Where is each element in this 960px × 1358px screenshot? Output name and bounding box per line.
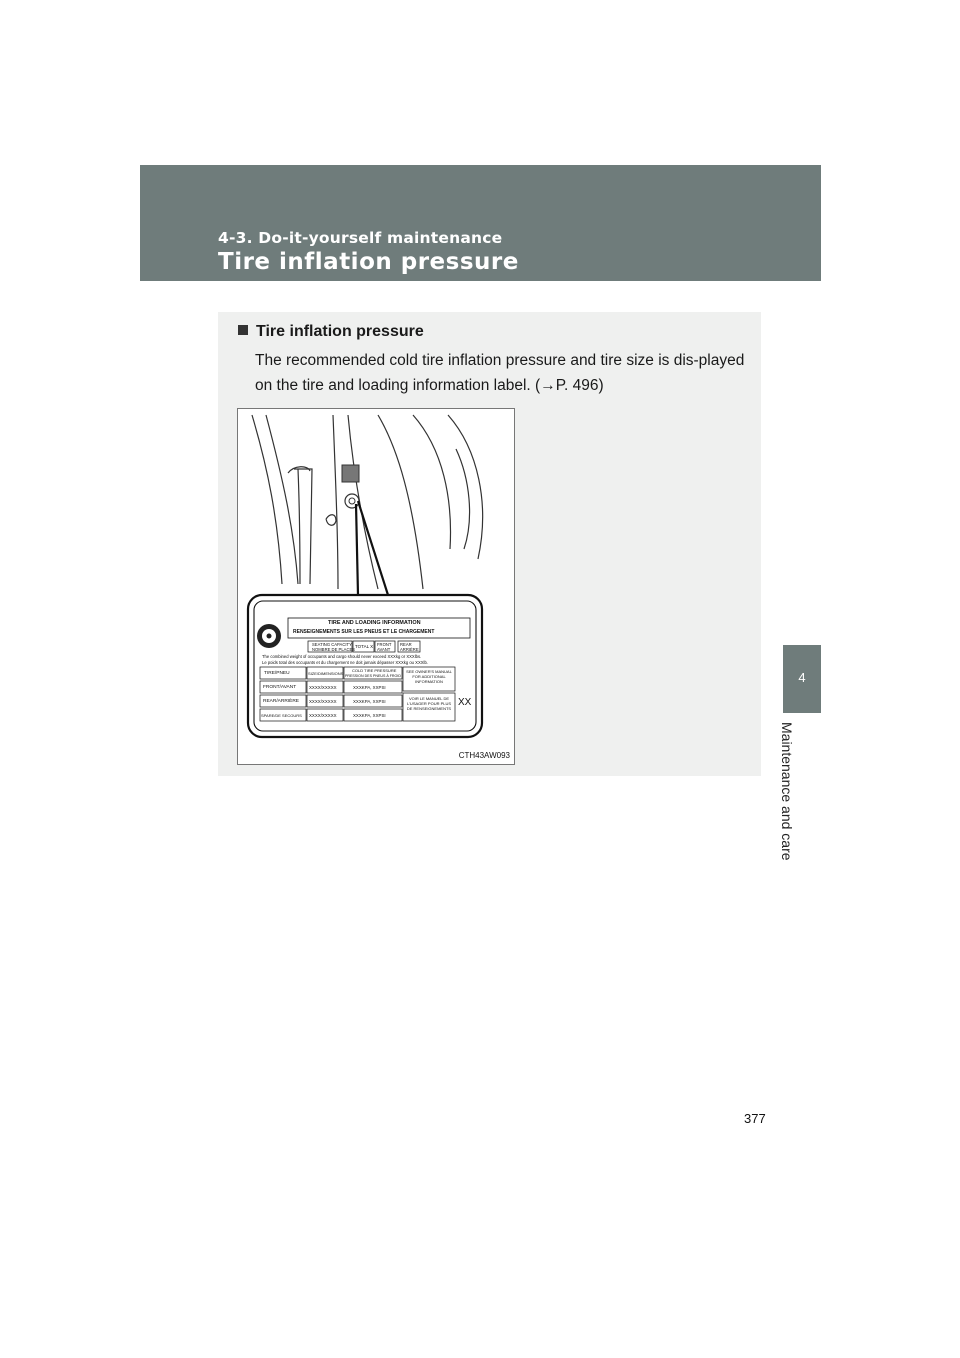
col-cold-1: COLD TIRE PRESSURE bbox=[352, 668, 397, 673]
label-code: XX bbox=[458, 697, 472, 708]
row-rear-size: XXXX/XXXXX bbox=[309, 699, 337, 704]
row-spare: SPARE/DE SECOURS bbox=[261, 713, 302, 718]
label-seating-en: SEATING CAPACITY bbox=[312, 642, 352, 647]
door-pillar-drawing bbox=[238, 409, 514, 764]
label-weight-fr: Le poids total des occupants et du chargement ne doit jamais dépasser XXXkg ou XXXlb. bbox=[262, 660, 428, 665]
row-front-size: XXXX/XXXXX bbox=[309, 685, 337, 690]
row-front: FRONT/AVANT bbox=[263, 685, 297, 690]
row-rear-pressure: XXXKPA, XXPSI bbox=[353, 699, 386, 704]
label-front: FRONT bbox=[377, 642, 392, 647]
door-label-illustration bbox=[237, 408, 515, 765]
label-voir: VOIR LE MANUEL DE L'USAGER POUR PLUS DE RENSEIGNEMENTS bbox=[406, 696, 452, 711]
square-bullet-icon bbox=[238, 325, 248, 335]
col-cold-2: PRESSION DES PNEUS À FROID bbox=[345, 674, 401, 678]
col-see-manual: SEE OWNER'S MANUAL FOR ADDITIONAL INFORMATION bbox=[406, 669, 452, 684]
label-rear-fr: ARRIÈRE bbox=[400, 647, 419, 652]
label-title-en: TIRE AND LOADING INFORMATION bbox=[328, 620, 421, 626]
row-spare-size: XXXX/XXXXX bbox=[309, 713, 337, 718]
info-heading bbox=[238, 323, 424, 341]
chapter-side-label-text: Maintenance and care bbox=[779, 722, 795, 861]
col-tire: TIRE/PNEU bbox=[264, 671, 290, 676]
row-rear: REAR/ARRIÈRE bbox=[263, 699, 299, 704]
page-number: 377 bbox=[744, 1111, 766, 1126]
chapter-header bbox=[140, 165, 821, 281]
page-title: Tire inflation pressure bbox=[218, 249, 519, 275]
label-weight-en: The combined weight of occupants and cargo should never exceed XXXkg or XXXlbs. bbox=[262, 654, 422, 659]
label-total: TOTAL X bbox=[355, 644, 374, 649]
label-rear: REAR bbox=[400, 642, 412, 647]
label-front-fr: AVANT bbox=[377, 647, 391, 652]
info-heading-text: Tire inflation pressure bbox=[256, 323, 424, 340]
row-spare-pressure: XXXKPA, XXPSI bbox=[353, 713, 386, 718]
col-size: SIZE/DIMENSIONS bbox=[308, 671, 344, 676]
chapter-side-label bbox=[779, 722, 812, 872]
info-box bbox=[218, 312, 761, 776]
label-title-fr: RENSEIGNEMENTS SUR LES PNEUS ET LE CHARGEMENT bbox=[293, 629, 435, 635]
figure-caption: CTH43AW093 bbox=[458, 751, 510, 760]
info-paragraph: The recommended cold tire inflation pressure and tire size is dis-played on the tire and loading information label. (→P. 496) bbox=[255, 352, 745, 394]
chapter-tab: 4 bbox=[783, 645, 821, 713]
section-title: 4-3. Do-it-yourself maintenance bbox=[218, 229, 503, 247]
label-seating-fr: NOMBRE DE PLACES bbox=[312, 647, 356, 652]
row-front-pressure: XXXKPA, XXPSI bbox=[353, 685, 386, 690]
